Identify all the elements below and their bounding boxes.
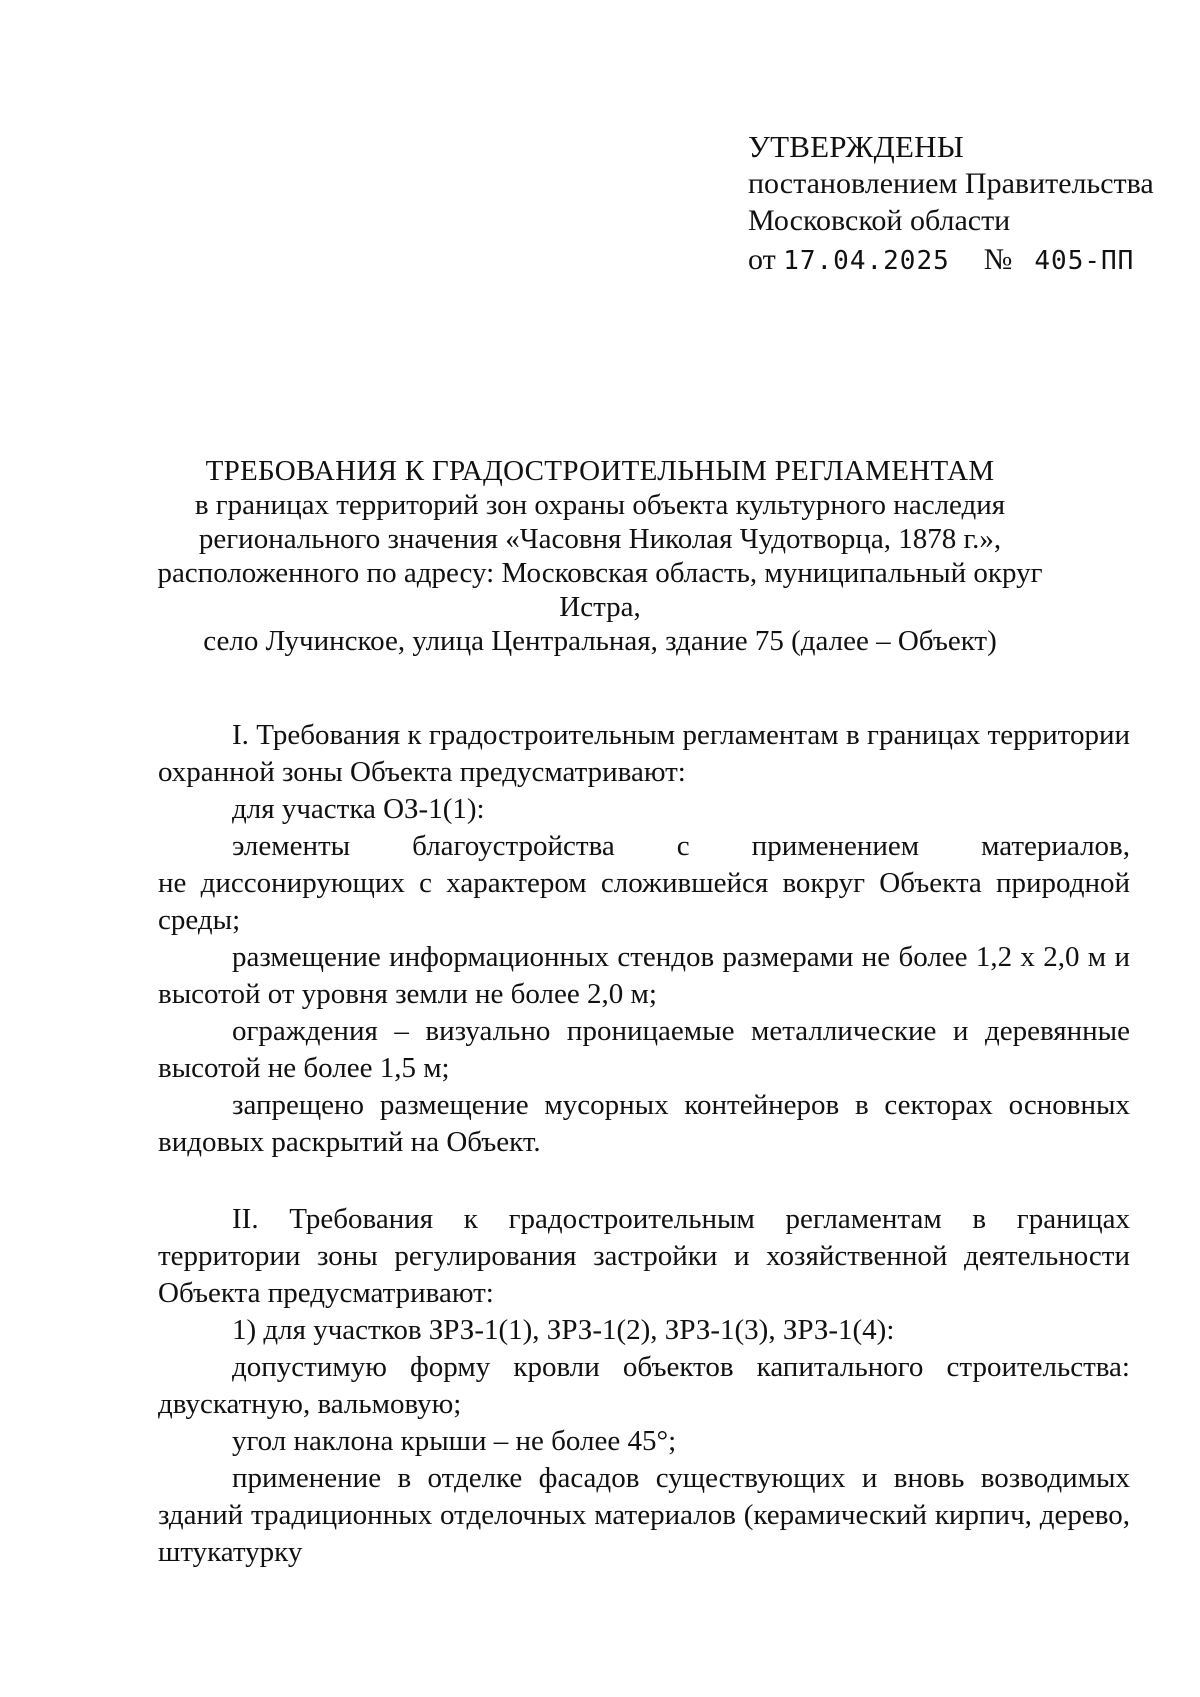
section-2-item-2: угол наклона крыши – не более 45°; (232, 1425, 677, 1457)
document-heading (150, 454, 1050, 658)
section-1-plot: для участка ОЗ-1(1): (232, 793, 485, 825)
section-2-plots: 1) для участков ЗРЗ-1(1), ЗРЗ-1(2), ЗРЗ-1(3), ЗРЗ-1(4): (232, 1314, 895, 1346)
approval-date: 17.04.2025 (783, 246, 950, 276)
approval-number-sign: № (983, 243, 1013, 276)
document-title: ТРЕБОВАНИЯ К ГРАДОСТРОИТЕЛЬНЫМ РЕГЛАМЕНТАМ (205, 455, 995, 487)
heading-line-4: село Лучинское, улица Центральная, здание 75 (далее – Объект) (203, 625, 997, 657)
section-2 (158, 1201, 1130, 1571)
approval-title: УТВЕРЖДЕНЫ (748, 129, 964, 164)
approval-date-line (748, 241, 1168, 280)
approval-number: 405-ПП (1034, 246, 1135, 276)
section-1-item-1-first-line: элементы благоустройства с применением материалов, (232, 830, 1130, 862)
section-1-item-4: запрещено размещение мусорных контейнеров в секторах основных видовых раскрытий на Объект. (158, 1089, 1130, 1158)
section-1-intro: I. Требования к градостроительным регламентам в границах территории охранной зоны Объекта предусматривают: (158, 719, 1130, 788)
section-2-intro: II. Требования к градостроительным регламентам в границах территории зоны регулирования застройки и хозяйственной деятельности Объекта предусматривают: (158, 1203, 1130, 1309)
approval-line-2: Московской области (748, 204, 1011, 237)
approval-date-prefix: от (748, 243, 776, 276)
heading-line-1: в границах территорий зон охраны объекта культурного наследия (194, 489, 1006, 521)
section-1-item-1-rest: не диссонирующих с характером сложившейся вокруг Объекта природной среды; (158, 867, 1130, 936)
section-2-item-3: применение в отделке фасадов существующих и вновь возводимых зданий традиционных отделочных материалов (керамический кирпич, дерево, штукатурку (158, 1462, 1130, 1568)
section-1-item-3: ограждения – визуально проницаемые металлические и деревянные высотой не более 1,5 м; (158, 1015, 1130, 1084)
approval-stamp (748, 128, 1168, 280)
heading-line-2: регионального значения «Часовня Николая Чудотворца, 1878 г.», (198, 523, 1002, 555)
heading-line-3: расположенного по адресу: Московская область, муниципальный округ Истра, (157, 557, 1043, 623)
section-2-item-1: допустимую форму кровли объектов капитального строительства: двускатную, вальмовую; (158, 1351, 1130, 1420)
approval-line-1: постановлением Правительства (748, 167, 1154, 200)
section-1 (158, 717, 1130, 1161)
section-1-item-2: размещение информационных стендов размерами не более 1,2 х 2,0 м и высотой от уровня земли не более 2,0 м; (158, 941, 1130, 1010)
document-body (158, 717, 1130, 1571)
